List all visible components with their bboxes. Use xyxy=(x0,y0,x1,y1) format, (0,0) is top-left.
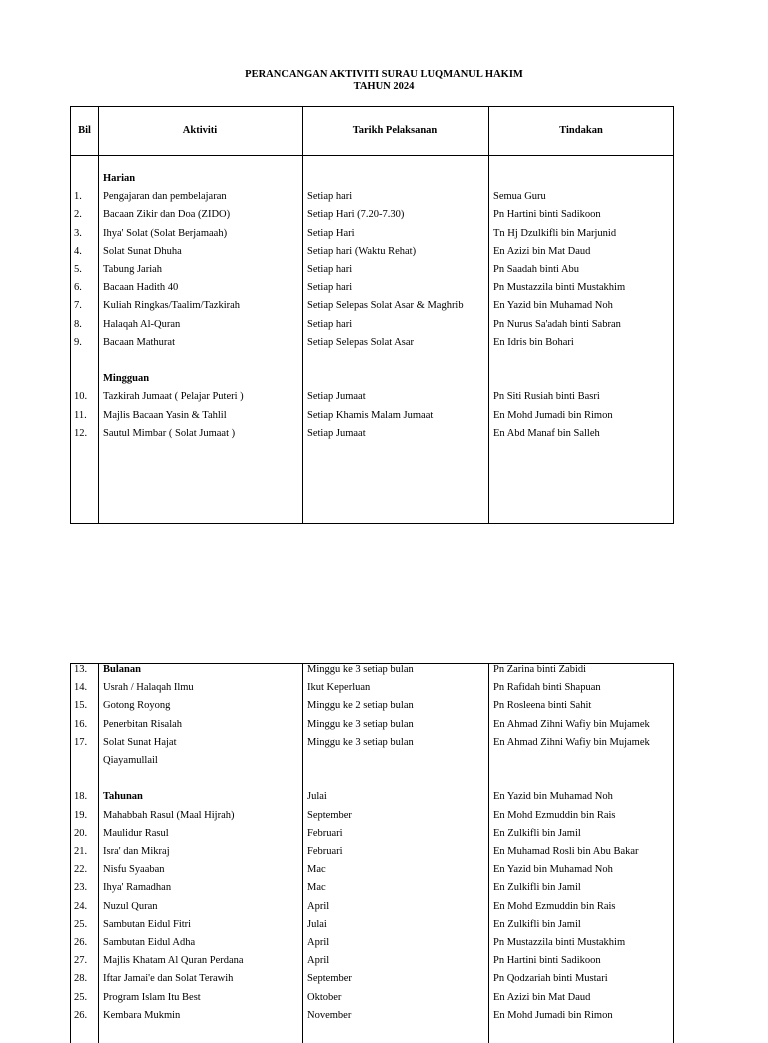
cell-aktiviti: Ihya' Solat (Solat Berjamaah) xyxy=(103,227,228,239)
cell-tarikh: Ikut Keperluan xyxy=(307,682,371,694)
cell-tindakan: En Ahmad Zihni Wafiy bin Mujamek xyxy=(493,718,650,730)
cell-tindakan: En Azizi bin Mat Daud xyxy=(493,245,591,257)
document-title-line1: PERANCANGAN AKTIVITI SURAU LUQMANUL HAKIM xyxy=(245,69,523,80)
cell-tarikh: Julai xyxy=(307,791,327,803)
cell-aktiviti: Sambutan Eidul Adha xyxy=(103,937,196,948)
cell-bil: 1. xyxy=(74,191,82,203)
cell-tindakan: Pn Rosleena binti Sahit xyxy=(493,700,592,712)
cell-bil: 3. xyxy=(74,227,82,239)
cell-aktiviti: Kembara Mukmin xyxy=(103,1009,181,1021)
cell-tarikh: September xyxy=(307,973,352,985)
cell-aktiviti: Solat Sunat Hajat xyxy=(103,736,177,748)
cell-bil: 11. xyxy=(74,409,87,421)
cell-tarikh: Setiap Hari (7.20-7.30) xyxy=(307,209,405,221)
cell-aktiviti: Ihya' Ramadhan xyxy=(103,882,172,894)
cell-aktiviti: Qiayamullail xyxy=(103,755,158,766)
cell-aktiviti: Tabung Jariah xyxy=(103,264,163,275)
cell-tindakan: Pn Zarina binti Zabidi xyxy=(493,664,587,675)
section-heading: Mingguan xyxy=(103,373,150,385)
cell-tarikh: Minggu ke 3 setiap bulan xyxy=(307,736,414,748)
cell-tarikh: November xyxy=(307,1009,352,1021)
cell-tarikh: Setiap Selepas Solat Asar & Maghrib xyxy=(307,300,464,312)
cell-tindakan: Pn Saadah binti Abu xyxy=(493,264,580,275)
cell-aktiviti: Gotong Royong xyxy=(103,700,171,712)
activity-table-1 xyxy=(70,106,674,524)
cell-bil: 28. xyxy=(74,973,88,985)
cell-aktiviti: Kuliah Ringkas/Taalim/Tazkirah xyxy=(103,300,241,312)
cell-tindakan: En Zulkifli bin Jamil xyxy=(493,882,581,894)
cell-tindakan: En Zulkifli bin Jamil xyxy=(493,918,581,930)
cell-bil: 2. xyxy=(74,209,82,221)
cell-aktiviti: Nisfu Syaaban xyxy=(103,864,165,876)
cell-tindakan: Pn Rafidah binti Shapuan xyxy=(493,682,601,694)
cell-aktiviti: Mahabbah Rasul (Maal Hijrah) xyxy=(103,809,235,821)
cell-tindakan: En Abd Manaf bin Salleh xyxy=(493,427,600,439)
cell-tindakan: En Yazid bin Muhamad Noh xyxy=(493,864,613,876)
section-heading: Bulanan xyxy=(103,664,141,675)
cell-tindakan: Pn Mustazzila binti Mustakhim xyxy=(493,282,626,294)
cell-bil: 18. xyxy=(74,791,88,803)
cell-tindakan: Pn Nurus Sa'adah binti Sabran xyxy=(493,318,621,330)
cell-aktiviti: Tazkirah Jumaat ( Pelajar Puteri ) xyxy=(103,391,244,403)
cell-bil: 23. xyxy=(74,882,88,894)
cell-aktiviti: Nuzul Quran xyxy=(103,900,158,912)
cell-tindakan: Pn Hartini binti Sadikoon xyxy=(493,209,601,221)
cell-aktiviti: Halaqah Al-Quran xyxy=(103,318,181,330)
header-tarikh: Tarikh Pelaksanan xyxy=(352,125,438,136)
cell-bil: 25. xyxy=(74,918,88,930)
cell-tarikh: April xyxy=(307,955,330,967)
cell-bil: 20. xyxy=(74,827,88,839)
cell-aktiviti: Pengajaran dan pembelajaran xyxy=(103,191,227,203)
cell-bil: 21. xyxy=(74,846,88,857)
cell-bil: 13. xyxy=(74,664,88,675)
section-heading: Harian xyxy=(103,173,136,184)
header-aktiviti: Aktiviti xyxy=(182,125,218,136)
cell-bil: 10. xyxy=(74,391,88,403)
cell-bil: 7. xyxy=(74,300,82,312)
cell-tarikh: Februari xyxy=(307,827,343,839)
cell-aktiviti: Bacaan Hadith 40 xyxy=(103,282,179,294)
cell-tarikh: Setiap hari xyxy=(307,282,353,294)
cell-bil: 12. xyxy=(74,427,88,439)
cell-tarikh: September xyxy=(307,809,352,821)
cell-aktiviti: Sambutan Eidul Fitri xyxy=(103,918,192,930)
cell-tarikh: April xyxy=(307,937,330,948)
cell-tindakan: En Yazid bin Muhamad Noh xyxy=(493,300,613,312)
cell-bil: 26. xyxy=(74,937,88,948)
cell-aktiviti: Usrah / Halaqah Ilmu xyxy=(103,682,194,694)
cell-tarikh: Mac xyxy=(307,864,326,876)
cell-bil: 8. xyxy=(74,318,82,330)
cell-tindakan: En Azizi bin Mat Daud xyxy=(493,991,591,1003)
cell-tindakan: En Mohd Jumadi bin Rimon xyxy=(493,409,613,421)
cell-bil: 25. xyxy=(74,991,88,1003)
cell-tindakan: Pn Hartini binti Sadikoon xyxy=(493,955,601,967)
cell-aktiviti: Iftar Jamai'e dan Solat Terawih xyxy=(103,973,234,985)
cell-bil: 22. xyxy=(74,864,88,876)
header-bil: Bil xyxy=(78,125,91,136)
cell-tindakan: Semua Guru xyxy=(493,191,546,203)
cell-bil: 4. xyxy=(74,245,82,257)
cell-tarikh: Julai xyxy=(307,918,327,930)
cell-aktiviti: Sautul Mimbar ( Solat Jumaat ) xyxy=(103,427,236,439)
cell-tindakan: En Ahmad Zihni Wafiy bin Mujamek xyxy=(493,736,650,748)
cell-tarikh: Setiap hari xyxy=(307,318,353,330)
cell-tarikh: Setiap Jumaat xyxy=(307,391,366,403)
cell-tarikh: Setiap Hari xyxy=(307,227,355,239)
cell-tarikh: Setiap Khamis Malam Jumaat xyxy=(307,409,434,421)
cell-aktiviti: Program Islam Itu Best xyxy=(103,991,201,1003)
cell-tarikh: Mac xyxy=(307,882,326,894)
activity-table-2 xyxy=(70,663,674,1043)
cell-aktiviti: Bacaan Mathurat xyxy=(103,336,176,348)
cell-tindakan: En Muhamad Rosli bin Abu Bakar xyxy=(493,846,639,857)
cell-tarikh: Minggu ke 3 setiap bulan xyxy=(307,664,414,675)
cell-aktiviti: Isra' dan Mikraj xyxy=(103,846,170,857)
cell-bil: 17. xyxy=(74,736,88,748)
cell-aktiviti: Bacaan Zikir dan Doa (ZIDO) xyxy=(103,209,231,221)
header-tindakan: Tindakan xyxy=(559,125,603,136)
cell-aktiviti: Penerbitan Risalah xyxy=(103,718,183,730)
document-title-line2: TAHUN 2024 xyxy=(353,81,415,92)
cell-tarikh: Setiap hari (Waktu Rehat) xyxy=(307,245,417,257)
cell-tindakan: Pn Siti Rusiah binti Basri xyxy=(493,391,600,403)
cell-tindakan: En Mohd Ezmuddin bin Rais xyxy=(493,809,616,821)
cell-tindakan: Pn Mustazzila binti Mustakhim xyxy=(493,937,626,948)
cell-tindakan: En Mohd Jumadi bin Rimon xyxy=(493,1009,613,1021)
cell-bil: 26. xyxy=(74,1009,88,1021)
cell-tarikh: Minggu ke 2 setiap bulan xyxy=(307,700,414,712)
cell-bil: 27. xyxy=(74,955,88,967)
cell-tindakan: En Mohd Ezmuddin bin Rais xyxy=(493,900,616,912)
cell-tarikh: Setiap Jumaat xyxy=(307,427,366,439)
cell-bil: 9. xyxy=(74,336,82,348)
cell-bil: 14. xyxy=(74,682,88,694)
cell-bil: 16. xyxy=(74,718,88,730)
cell-bil: 24. xyxy=(74,900,88,912)
cell-tarikh: Minggu ke 3 setiap bulan xyxy=(307,718,414,730)
cell-aktiviti: Majlis Bacaan Yasin & Tahlil xyxy=(103,409,227,421)
cell-tarikh: Setiap hari xyxy=(307,264,353,275)
cell-tindakan: En Idris bin Bohari xyxy=(493,336,574,348)
cell-tindakan: En Zulkifli bin Jamil xyxy=(493,827,581,839)
cell-tindakan: En Yazid bin Muhamad Noh xyxy=(493,791,613,803)
cell-tindakan: Tn Hj Dzulkifli bin Marjunid xyxy=(493,227,617,239)
cell-aktiviti: Maulidur Rasul xyxy=(103,827,169,839)
cell-tarikh: Setiap hari xyxy=(307,191,353,203)
cell-bil: 6. xyxy=(74,282,82,294)
cell-bil: 15. xyxy=(74,700,88,712)
cell-tarikh: Februari xyxy=(307,846,343,857)
cell-tarikh: April xyxy=(307,900,330,912)
cell-tarikh: Oktober xyxy=(307,991,342,1003)
cell-aktiviti: Majlis Khatam Al Quran Perdana xyxy=(103,955,244,967)
cell-tindakan: Pn Qodzariah binti Mustari xyxy=(493,973,608,985)
cell-aktiviti: Solat Sunat Dhuha xyxy=(103,245,182,257)
cell-bil: 19. xyxy=(74,809,88,821)
cell-tarikh: Setiap Selepas Solat Asar xyxy=(307,336,415,348)
cell-bil: 5. xyxy=(74,264,82,275)
section-heading: Tahunan xyxy=(103,791,143,803)
